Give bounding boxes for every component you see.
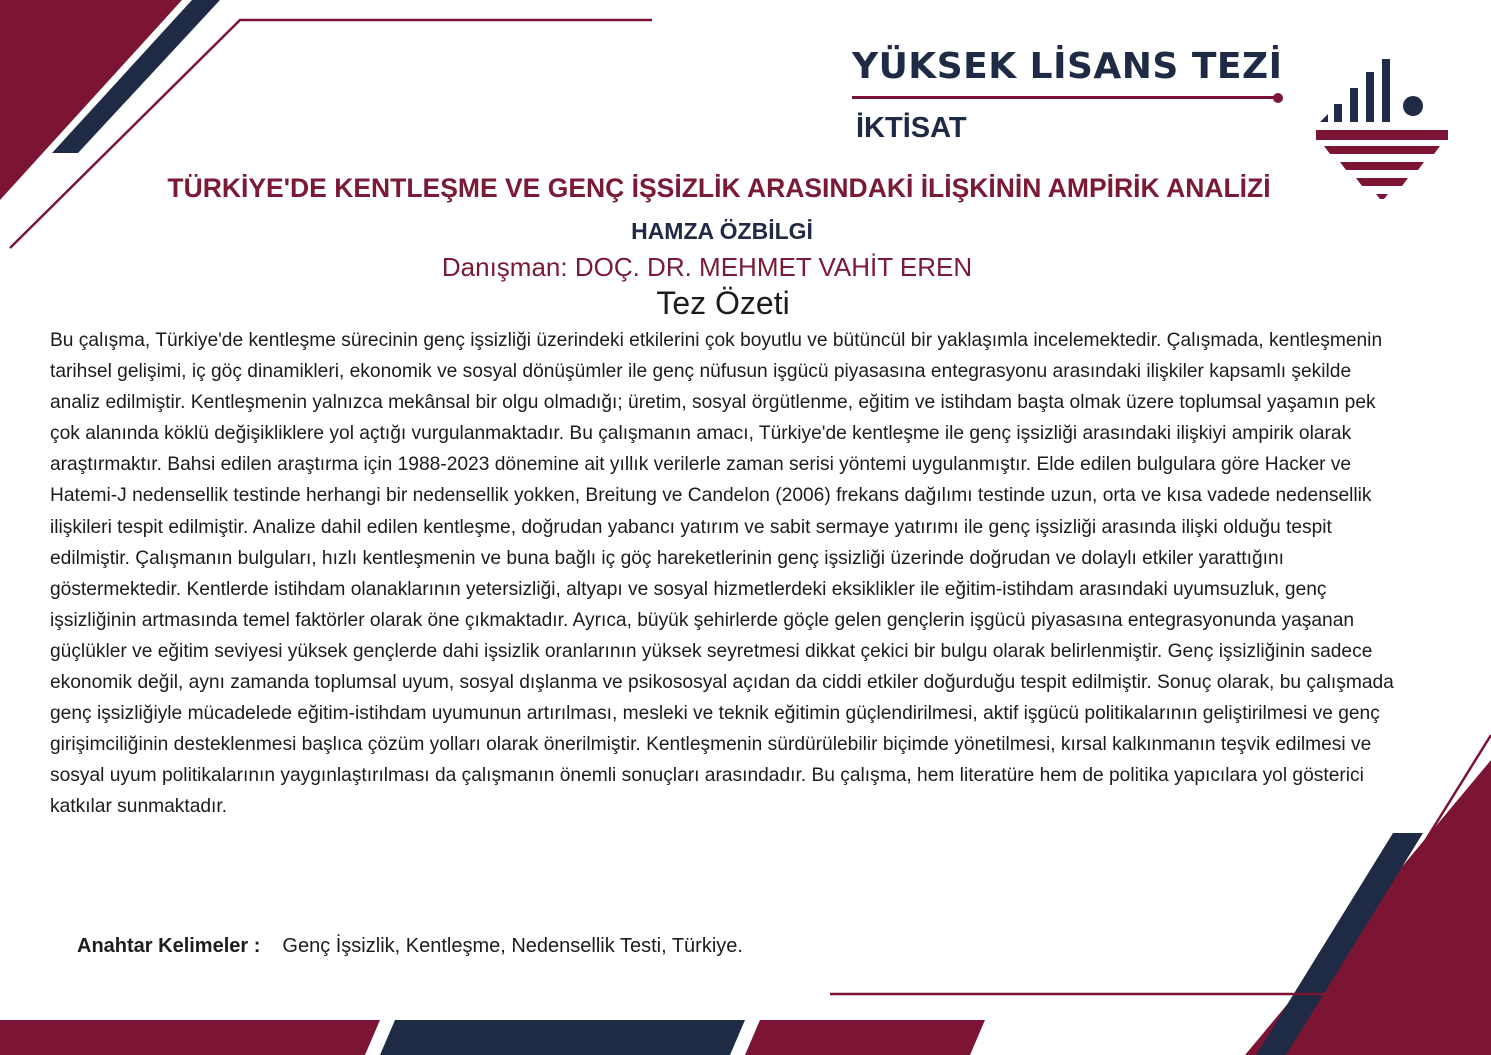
thesis-title: TÜRKİYE'DE KENTLEŞME VE GENÇ İŞSİZLİK ARASINDAKİ İLİŞKİNİN AMPİRİK ANALİZİ — [167, 173, 1271, 203]
bottom-band-navy — [380, 1020, 745, 1055]
keywords-label: Anahtar Kelimeler : — [77, 935, 261, 957]
header-divider-dot — [1273, 93, 1283, 103]
bottom-band-maroon-2 — [745, 1020, 985, 1055]
advisor-line: Danışman: DOÇ. DR. MEHMET VAHİT EREN — [441, 252, 973, 282]
header-title: YÜKSEK LİSANS TEZİ — [852, 46, 1283, 87]
author-name: HAMZA ÖZBİLGİ — [631, 218, 813, 244]
keywords-value: Genç İşsizlik, Kentleşme, Nedensellik Testi, Türkiye. — [282, 935, 743, 957]
corner-maroon-top-left — [0, 0, 182, 200]
bottom-band-maroon — [0, 1020, 380, 1055]
abstract-heading: Tez Özeti — [656, 285, 790, 321]
abstract-body: Bu çalışma, Türkiye'de kentleşme sürecinin genç işsizliği üzerindeki etkilerini çok boyutlu ve bütüncül bir yaklaşımla incelemektedir. Çalışmada, kentleşmenin tarihsel gelişimi, iç göç dinamikleri, ekonomik ve sosyal dönüşümler ile genç nüfusun işgücü piyasasına entegrasyonu arasındaki ilişkiler kapsamlı şekilde analiz edilmiştir. Kentleşmenin yalnızca mekânsal bir olgu olmadığı; üretim, sosyal örgütlenme, eğitim ve istihdam başta olmak üzere toplumsal yaşamın pek çok alanında köklü değişikliklere yol açtığı vurgulanmaktadır. Bu çalışmanın amacı, Türkiye'de kentleşme ile genç işsizliği arasındaki ilişkiyi ampirik olarak araştırmaktır. Bahsi edilen araştırma için 1988-2023 dönemine ait yıllık verilerle zaman serisi yöntemi uygulanmıştır. Elde edilen bulgulara göre Hacker ve Hatemi-J nedensellik testinde herhangi bir nedensellik yokken, Breitung ve Candelon (2006) frekans dağılımı testinde uzun, orta ve kısa vadede nedensellik ilişkileri tespit edilmiştir. Analize dahil edilen kentleşme, doğrudan yabancı yatırım ve sabit sermaye yatırımı ile genç işsizliği arasında ilişki olduğu tespit edilmiştir. Çalışmanın bulguları, hızlı kentleşmenin ve buna bağlı iç göç hareketlerinin genç işsizliği üzerinde doğrudan ve dolaylı etkiler yarattığını göstermektedir. Kentlerde istihdam olanaklarının yetersizliği, altyapı ve sosyal hizmetlerdeki eksiklikler ile eğitim-istihdam arasındaki uyumsuzluk, genç işsizliğinin artmasında temel faktörler olarak öne çıkmaktadır. Ayrıca, büyük şehirlerde göçle gelen gençlerin işgücü piyasasına entegrasyonunda yaşanan güçlükler ve eğitim seviyesi yüksek gençlerde dahi işsizlik oranlarının yüksek seyretmesi dikkat çekici bir bulgu olarak belirlenmiştir. Genç işsizliğinin sadece ekonomik değil, aynı zamanda toplumsal uyum, sosyal dışlanma ve psikososyal açıdan da ciddi etkiler doğurduğu tespit edilmiştir. Sonuç olarak, bu çalışmada genç işsizliğiyle mücadelede eğitim-istihdam uyumunun artırılması, mesleki ve teknik eğitimin güçlendirilmesi, aktif işgücü politikalarının geliştirilmesi ve genç girişimciliğinin desteklenmesi başlıca çözüm yolları olarak önerilmiştir. Kentleşmenin sürdürülebilir biçimde yönetilmesi, kırsal kalkınmanın teşvik edilmesi ve sosyal uyum politikalarının yaygınlaştırılması da çalışmanın önemli sonuçları arasındadır. Bu çalışma, hem literatüre hem de politika yapıcılara yol gösterici katkılar sunmaktadır. — [50, 330, 1394, 818]
header-divider — [852, 96, 1277, 99]
keywords-row — [77, 935, 743, 958]
department-label: İKTİSAT — [856, 112, 967, 144]
